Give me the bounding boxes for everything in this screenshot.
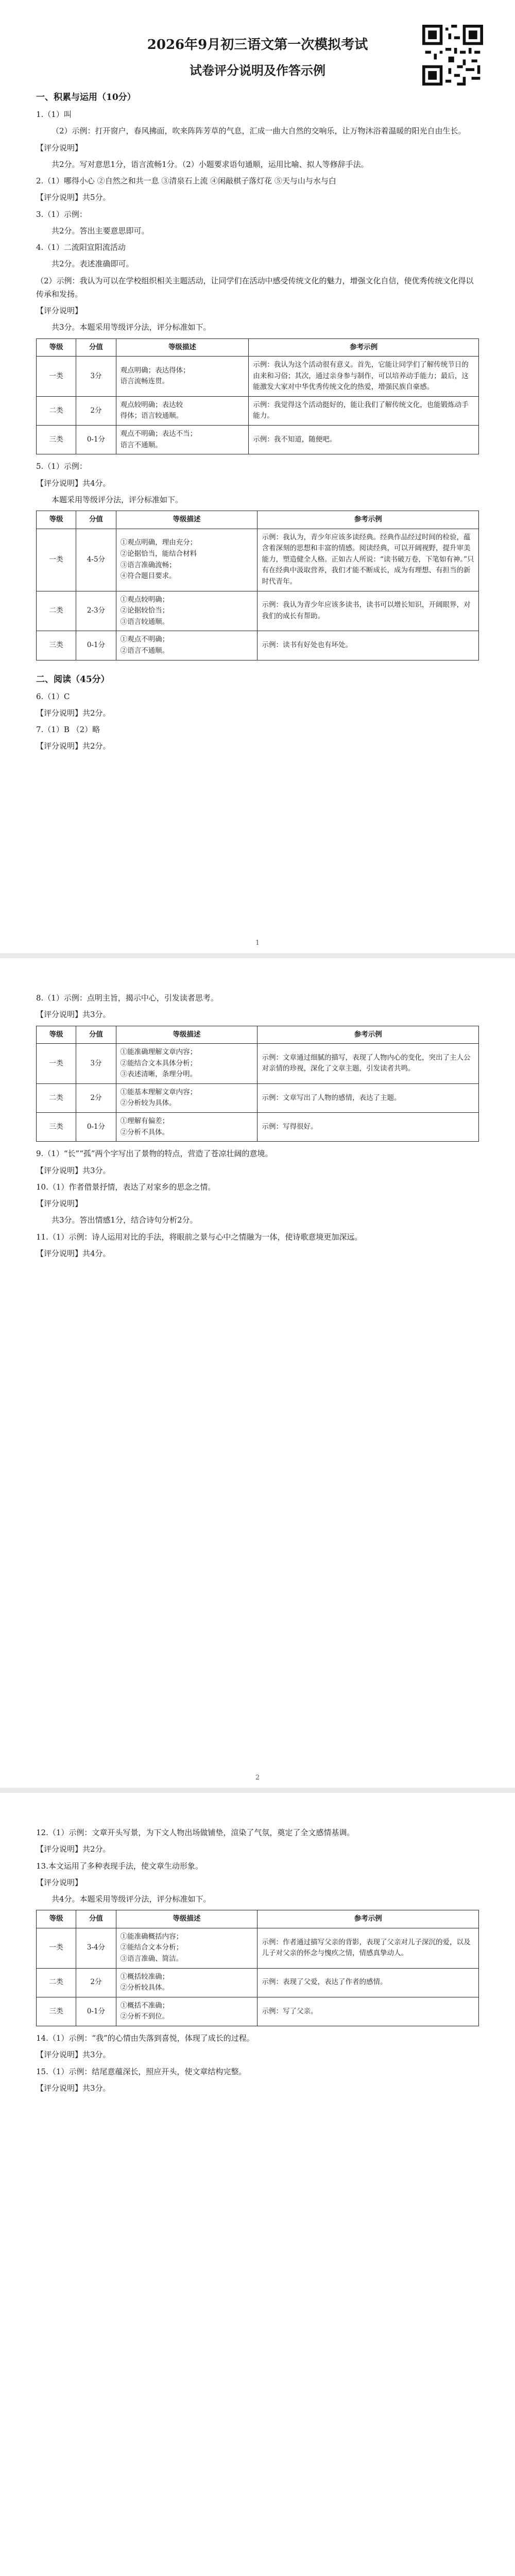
table-cell: 一类 — [37, 1044, 76, 1084]
table-cell: ①观点较明确； ②论据较恰当； ③语言较通顺。 — [116, 591, 258, 631]
table-header: 分值 — [76, 338, 116, 357]
answer-q4: 4.（1）二流阳宣阳流活动 — [36, 243, 126, 252]
scoring-note-text: 共3分。本题采用等级评分法，评分标准如下。 — [52, 323, 211, 332]
header — [36, 34, 479, 78]
table-cell: 一类 — [37, 529, 76, 591]
table-header: 参考示例 — [258, 1026, 479, 1044]
table-header: 等级 — [37, 1026, 76, 1044]
table-cell: 观点不明确；表达不当； 语言不通顺。 — [116, 426, 249, 454]
page-1 — [0, 0, 515, 958]
scoring-note: 【评分说明】共3分。 — [36, 2083, 111, 2093]
scoring-note: 【评分说明】共2分。 — [36, 1844, 111, 1854]
table-cell: 示例：我认为，青少年应该多读经典。经典作品经过时间的检验，蕴含着深刻的思想和丰富的情感。阅读经典，可以开阔视野，提升审美能力，塑造健全人格。正如古人所说：“读书破万卷，下笔如有神。”只有在经典中汲取营养，我们才能不断成长，成为有理想、有担当的新时代青年。 — [258, 529, 479, 591]
table-cell: 一类 — [37, 357, 76, 397]
scoring-note: 【评分说明】共4分。 — [36, 478, 111, 488]
table-cell: 示例：我认为这个活动很有意义。首先，它能让同学们了解传统节日的由来和习俗；其次，通过亲身参与制作，可以培养动手能力；最后，这能激发大家对中华优秀传统文化的热爱，增强民族自豪感。 — [249, 357, 479, 397]
table-row — [37, 396, 479, 425]
scoring-note-text: 共2分。答出主要意思即可。 — [52, 226, 149, 235]
answer-q4-2: （2）示例：我认为可以在学校组织相关主题活动，让同学们在活动中感受传统文化的魅力，增强文化自信，使优秀传统文化得以传承和发扬。 — [36, 276, 474, 299]
table-cell: 示例：读书有好处也有坏处。 — [258, 631, 479, 660]
table-cell: ①概括较准确； ②分析较具体。 — [116, 1968, 258, 1997]
scoring-note: 【评分说明】 — [36, 1199, 83, 1208]
table-header: 分值 — [76, 511, 116, 529]
table-header: 分值 — [76, 1910, 116, 1928]
table-cell: 示例：表现了父爱，表达了作者的感情。 — [258, 1968, 479, 1997]
table-cell: 观点较明确；表达较 得体；语言较通顺。 — [116, 396, 249, 425]
scoring-note: 【评分说明】共5分。 — [36, 193, 111, 202]
table-cell: 0-1分 — [76, 1997, 116, 2026]
table-cell: 观点明确；表达得体； 语言流畅连贯。 — [116, 357, 249, 397]
page-3 — [0, 1793, 515, 2576]
scoring-note: 【评分说明】 — [36, 1877, 83, 1887]
table-row — [37, 1928, 479, 1968]
table-row — [37, 1997, 479, 2026]
answer-q1: 1.（1）叫 — [36, 110, 72, 119]
table-cell: 示例：我不知道，随便吧。 — [249, 426, 479, 454]
answer-q5: 5.（1）示例： — [36, 462, 87, 471]
table-cell: 2分 — [76, 1083, 116, 1112]
table-cell: 三类 — [37, 1113, 76, 1142]
section-1-heading: 一、积累与运用（10分） — [36, 92, 136, 103]
table-cell: 示例：写了父亲。 — [258, 1997, 479, 2026]
table-header: 等级描述 — [116, 338, 249, 357]
table-cell: 三类 — [37, 1997, 76, 2026]
table-row — [37, 529, 479, 591]
table-header: 等级描述 — [116, 1910, 258, 1928]
table-header: 等级 — [37, 511, 76, 529]
table-cell: 2分 — [76, 396, 116, 425]
table-cell: 二类 — [37, 1083, 76, 1112]
table-cell: ①能准确概括内容； ②能结合文本分析； ③语言准确、简洁。 — [116, 1928, 258, 1968]
answer-q11: 11.（1）示例：诗人运用对比的手法，将眼前之景与心中之情融为一体，使诗歌意境更加深远。 — [36, 1232, 363, 1242]
answer-q13: 13.本文运用了多种表现手法，使文章生动形象。 — [36, 1861, 203, 1871]
scoring-note-text: 本题采用等级评分法，评分标准如下。 — [52, 495, 183, 504]
table-header: 参考示例 — [249, 338, 479, 357]
table-header: 等级描述 — [116, 1026, 258, 1044]
table-cell: 示例：我认为青少年应该多读书，读书可以增长知识，开阔眼界，对我们的成长有帮助。 — [258, 591, 479, 631]
answer-q9: 9.（1）“长”“孤”两个字写出了景物的特点，营造了苍凉壮阔的意境。 — [36, 1149, 273, 1159]
table-cell: 三类 — [37, 631, 76, 660]
scoring-note: 【评分说明】共3分。 — [36, 1010, 111, 1020]
scoring-note: 【评分说明】共4分。 — [36, 1248, 111, 1258]
answer-q12: 12.（1）示例：文章开头写景，为下文人物出场做铺垫，渲染了气氛，奠定了全文感情基调。 — [36, 1828, 355, 1837]
table-header: 等级 — [37, 1910, 76, 1928]
table-cell: ①理解有偏差； ②分析不具体。 — [116, 1113, 258, 1142]
table-cell: 0-1分 — [76, 426, 116, 454]
table-cell: 3分 — [76, 357, 116, 397]
table-cell: 3分 — [76, 1044, 116, 1084]
scoring-note: 【评分说明】共2分。 — [36, 708, 111, 718]
scoring-note-text: 共3分。答出情感1分，结合诗句分析2分。 — [52, 1215, 198, 1225]
grading-table-2 — [36, 511, 479, 660]
table-cell: 示例：文章通过细腻的描写，表现了人物内心的变化，突出了主人公对亲情的珍视，深化了文章主题，引发读者共鸣。 — [258, 1044, 479, 1084]
answer-q3: 3.（1）示例： — [36, 209, 87, 219]
scoring-note-text: 共2分。写对意思1分，语言流畅1分。（2）小题要求语句通顺，运用比喻、拟人等修辞手法。 — [52, 159, 369, 169]
table-cell: 示例：文章写出了人物的感情，表达了主题。 — [258, 1083, 479, 1112]
answer-q14: 14.（1）示例：“我”的心情由失落到喜悦，体现了成长的过程。 — [36, 2033, 254, 2043]
scoring-note-text: 共2分。表述准确即可。 — [52, 259, 134, 269]
table-cell: 一类 — [37, 1928, 76, 1968]
table-row — [37, 591, 479, 631]
scoring-note-text: 共4分。本题采用等级评分法，评分标准如下。 — [52, 1894, 211, 1904]
page-number: 1 — [255, 939, 260, 947]
table-row — [37, 1113, 479, 1142]
table-cell: 示例：作者通过描写父亲的背影，表现了父亲对儿子深沉的爱，以及儿子对父亲的怀念与愧疚之情，情感真挚动人。 — [258, 1928, 479, 1968]
table-cell: 0-1分 — [76, 1113, 116, 1142]
page-number: 2 — [255, 1774, 260, 1782]
page-2 — [0, 958, 515, 1793]
table-cell: 二类 — [37, 591, 76, 631]
answer-q10: 10.（1）作者借景抒情，表达了对家乡的思念之情。 — [36, 1182, 216, 1192]
table-cell: ①能基本理解文章内容； ②分析较为具体。 — [116, 1083, 258, 1112]
table-row — [37, 1044, 479, 1084]
answer-q2: 2.（1）哪得小心 ②自然之和共一息 ③清泉石上流 ④闲敲棋子落灯花 ⑤天与山与水与白 — [36, 176, 336, 185]
grading-table-4 — [36, 1910, 479, 2026]
exam-subtitle: 试卷评分说明及作答示例 — [190, 63, 325, 78]
scoring-note: 【评分说明】共3分。 — [36, 1165, 111, 1175]
table-row — [37, 1968, 479, 1997]
table-row — [37, 631, 479, 660]
table-row — [37, 426, 479, 454]
answer-q7: 7.（1）B （2）略 — [36, 725, 100, 735]
table-cell: ①能准确理解文章内容； ②能结合文本具体分析； ③表述清晰，条理分明。 — [116, 1044, 258, 1084]
table-cell: 0-1分 — [76, 631, 116, 660]
table-cell: ①概括不准确； ②分析不到位。 — [116, 1997, 258, 2026]
table-cell: 4-5分 — [76, 529, 116, 591]
table-header: 参考示例 — [258, 1910, 479, 1928]
answer-q15: 15.（1）示例：结尾意蕴深长，照应开头，使文章结构完整。 — [36, 2066, 247, 2076]
table-header: 等级描述 — [116, 511, 258, 529]
answer-q6: 6.（1）C — [36, 691, 70, 701]
exam-title: 2026年9月初三语文第一次模拟考试 — [147, 37, 368, 53]
table-header: 等级 — [37, 338, 76, 357]
table-row — [37, 357, 479, 397]
scoring-note: 【评分说明】 — [36, 306, 83, 315]
qr-code-icon — [422, 25, 483, 86]
table-cell: 二类 — [37, 396, 76, 425]
table-cell: 3-4分 — [76, 1928, 116, 1968]
table-cell: 示例：我觉得这个活动挺好的，能让我们了解传统文化，也能锻炼动手能力。 — [249, 396, 479, 425]
answer-q1-desc: （2）示例：打开窗户，春风拂面，吹来阵阵芳草的气息，汇成一曲大自然的交响乐，让万物沐浴着温暖的阳光自由生长。 — [52, 126, 466, 136]
grading-table-3 — [36, 1026, 479, 1142]
table-cell: ①观点明确，理由充分； ②论据恰当，能结合材料 ③语言准确流畅； ④符合题目要求。 — [116, 529, 258, 591]
answer-q8: 8.（1）示例：点明主旨，揭示中心，引发读者思考。 — [36, 993, 218, 1003]
table-cell: 示例：写得很好。 — [258, 1113, 479, 1142]
table-header: 分值 — [76, 1026, 116, 1044]
table-header: 参考示例 — [258, 511, 479, 529]
section-2-heading: 二、阅读（45分） — [36, 674, 110, 685]
scoring-note: 【评分说明】 — [36, 143, 83, 152]
table-cell: 二类 — [37, 1968, 76, 1997]
scoring-note: 【评分说明】共3分。 — [36, 2050, 111, 2060]
scoring-note: 【评分说明】共2分。 — [36, 741, 111, 751]
table-cell: ①观点不明确； ②语言不通顺。 — [116, 631, 258, 660]
table-cell: 2分 — [76, 1968, 116, 1997]
grading-table-1 — [36, 338, 479, 455]
table-cell: 2-3分 — [76, 591, 116, 631]
table-cell: 三类 — [37, 426, 76, 454]
table-row — [37, 1083, 479, 1112]
